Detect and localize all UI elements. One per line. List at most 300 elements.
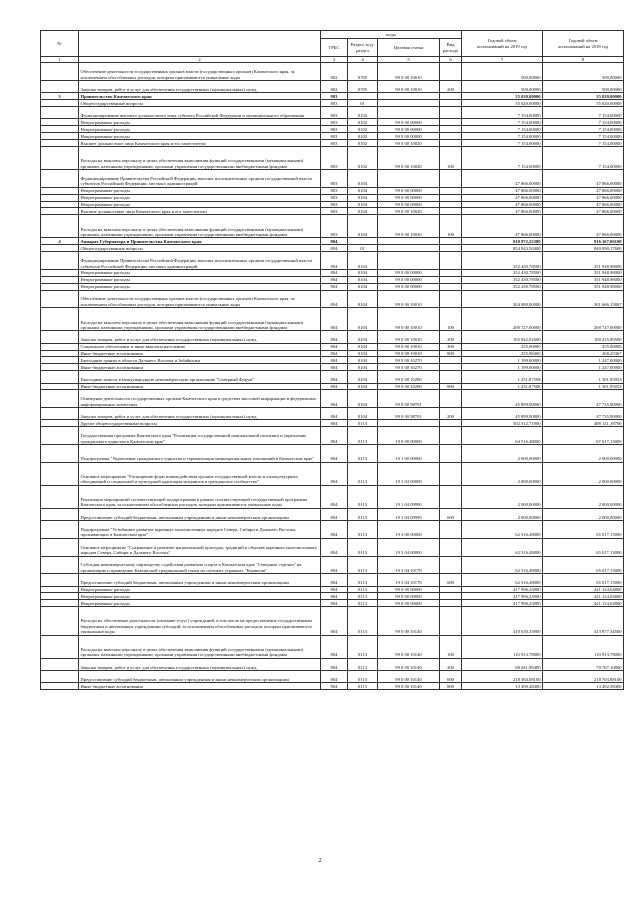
column-number: 3 [321,57,348,63]
row-vol-2018: 488 141,18700 [543,420,624,427]
table-row [41,427,624,445]
row-vid: 200 [440,658,462,670]
row-number [41,508,79,520]
table-row [41,81,624,93]
row-vol-2019: 255,98400 [462,350,543,357]
row-name: Основное мероприятие "Расширение форм взаимодействия органов государственной власти и этнокультурных объединений и социальной и культурной адаптации мигрантов в гражданское сообщество" [79,462,321,485]
row-vid [440,170,462,188]
table-row [41,683,624,690]
row-grbs: 804 [321,269,348,276]
row-number [41,586,79,593]
row-name: Другие общегосударственные вопросы [79,420,321,427]
row-grbs: 804 [321,283,348,290]
row-razdel: 0705 [348,63,378,81]
row-razdel: 0104 [348,252,378,270]
row-vol-2019: 110 913,78000 [462,635,543,658]
row-vid [440,238,462,245]
row-name: Обеспечение деятельности государственных органов власти (государственных органов) Камчатского края, за исключением обособленных расходов, которым присваиваются уникальные коды [79,290,321,308]
row-razdel: 0104 [348,308,378,331]
table-row [41,308,624,331]
row-grbs: 804 [321,586,348,593]
row-vol-2018: 65 017,13000 [543,556,624,574]
row-name: Иные бюджетные ассигнования [79,383,321,390]
row-grbs: 804 [321,485,348,508]
row-vol-2018: 47 866,00000 [543,201,624,208]
row-vid: 300 [440,343,462,350]
budget-table [40,30,624,690]
row-razdel: 0104 [348,215,378,238]
page-number: 2 [318,858,322,864]
table-row [41,357,624,364]
row-grbs: 803 [321,201,348,208]
table-row [41,556,624,574]
row-vol-2019: 68 041,99400 [462,658,543,670]
row-razdel: 0104 [348,290,378,308]
row-celevaya: 19 1 04 09990 [378,485,440,508]
row-celevaya: 99 0 00 10010 [378,331,440,343]
row-vol-2018: 7 154,00000 [543,107,624,119]
table-row [41,331,624,343]
row-name: Непрограммные расходы [79,276,321,283]
row-number [41,215,79,238]
row-vid [440,521,462,539]
row-vol-2018: 218 703,88100 [543,671,624,683]
row-vol-2018: 413 877,34500 [543,607,624,636]
column-number: 6 [440,57,462,63]
table-row [41,100,624,107]
row-vid [440,485,462,508]
row-name: Непрограммные расходы [79,201,321,208]
row-number [41,170,79,188]
row-vol-2019: 200 727,00000 [462,308,543,331]
row-name: Функционирование Правительства Российской Федерации, высших исполнительных органов государственной власти субъектов Российской Федерации, местных администраций [79,252,321,270]
row-vol-2019: 1 199,00000 [462,364,543,371]
row-celevaya: 99 0 00 00000 [378,276,440,283]
row-vol-2019: 47 866,00000 [462,215,543,238]
table-row [41,187,624,194]
row-vol-2018: 47 866,00000 [543,170,624,188]
row-vol-2019: 500,00000 [462,81,543,93]
row-vol-2018: 47 866,00000 [543,215,624,238]
row-grbs: 804 [321,521,348,539]
row-name: Государственная программа Камчатского края "Реализация государственной национальной политики и укрепление гражданского единства в Камчатском крае" [79,427,321,445]
row-number [41,100,79,107]
row-grbs: 804 [321,252,348,270]
row-vol-2019: 1 199,00000 [462,357,543,364]
row-vol-2019: 62 516,48000 [462,556,543,574]
row-razdel: 0113 [348,538,378,556]
row-name: Функционирование Правительства Российской Федерации, высших исполнительных органов государственной власти субъектов Российской Федерации, местных администраций [79,170,321,188]
row-grbs: 804 [321,364,348,371]
row-grbs: 804 [321,408,348,420]
row-vol-2019: 352 430,78500 [462,269,543,276]
row-celevaya: 99 0 00 00000 [378,133,440,140]
row-number [41,357,79,364]
row-celevaya: 99 0 00 10140 [378,683,440,690]
table-row [41,63,624,81]
row-name: Непрограммные расходы [79,269,321,276]
row-grbs: 803 [321,119,348,126]
row-razdel: 0113 [348,420,378,427]
row-grbs: 803 [321,194,348,201]
row-vol-2018: 65 017,13000 [543,521,624,539]
column-number: 1 [41,57,79,63]
row-vol-2019: 352 430,78500 [462,276,543,283]
header-codes: коды [321,31,462,39]
row-vol-2018: 7 154,00000 [543,147,624,170]
row-grbs: 803 [321,100,348,107]
row-grbs: 804 [321,420,348,427]
row-vol-2019: 7 154,00000 [462,133,543,140]
row-celevaya: 19 3 04 00000 [378,538,440,556]
row-vol-2018: 110 913,78000 [543,635,624,658]
row-grbs: 804 [321,245,348,252]
row-number [41,283,79,290]
row-number [41,331,79,343]
row-razdel: 0104 [348,283,378,290]
row-vid [440,427,462,445]
table-row [41,671,624,683]
row-razdel: 0102 [348,133,378,140]
row-name: Закупка товаров, работ и услуг для обеспечения государственных (муниципальных) нужд [79,408,321,420]
row-vid [440,133,462,140]
row-grbs: 804 [321,350,348,357]
row-vol-2018: 47 866,00000 [543,194,624,201]
row-number [41,462,79,485]
row-razdel [348,93,378,100]
row-grbs: 804 [321,238,348,245]
row-grbs: 804 [321,683,348,690]
row-grbs: 803 [321,170,348,188]
row-vid [440,252,462,270]
row-name: Непрограммные расходы [79,283,321,290]
row-grbs: 804 [321,593,348,600]
row-vol-2018: 1 247,00000 [543,364,624,371]
row-number [41,343,79,350]
row-vol-2019: 55 020,00000 [462,93,543,100]
row-name: Ежегодные гранты в области Дальнего Востока и Забайкалья [79,357,321,364]
table-row [41,607,624,636]
row-razdel: 0113 [348,683,378,690]
row-grbs: 803 [321,93,348,100]
row-name: Непрограммные расходы [79,119,321,126]
table-row [41,208,624,215]
row-vol-2019: 502 512,71900 [462,420,543,427]
row-vol-2018: 7 154,00000 [543,126,624,133]
row-vol-2019: 500,00000 [462,63,543,81]
column-number: 8 [543,57,624,63]
row-number [41,408,79,420]
row-vol-2018: 351 948,98000 [543,283,624,290]
row-name: Расходы на обеспечение деятельности (оказание услуг) учреждений, в том числе на предоставление государственным бюджетным и автономным учреждениям субсидий, за исключением обособленных расходов, которым присваиваются уникальные коды [79,607,321,636]
row-number [41,290,79,308]
row-grbs: 804 [321,635,348,658]
row-name: Предоставление субсидий бюджетным, автономным учреждениям и иным некоммерческим организациям [79,574,321,586]
row-vol-2019: 45 899,90000 [462,390,543,408]
row-vol-2019: 47 866,00000 [462,170,543,188]
row-razdel: 0113 [348,521,378,539]
header-name [79,31,321,57]
row-name: Реализация мероприятий соответствующей подпрограммы в рамках соответствующей государственной программы Камчатского края, за исключением обособленных расходов, которым присваиваются уникальные коды [79,485,321,508]
row-vol-2019: 417 996,23900 [462,600,543,607]
row-vol-2018: 2 000,00000 [543,462,624,485]
row-razdel: 01 [348,245,378,252]
row-name: Непрограммные расходы [79,586,321,593]
row-name: Субсидия некоммерческому партнерству содействия развитию спорта в Камчатском крае "Северные стрелки" на организацию и проведение Камчатской традиционной гонки на собачьих упряжках "Берингия" [79,556,321,574]
row-celevaya [378,107,440,119]
row-celevaya: 99 0 00 00000 [378,269,440,276]
row-number [41,420,79,427]
row-celevaya [378,238,440,245]
row-name: Высшие должностные лица Камчатского края и его заместители [79,208,321,215]
row-vol-2018: 916 167,06100 [543,238,624,245]
row-grbs: 803 [321,140,348,147]
row-vol-2019: 7 154,00000 [462,147,543,170]
row-razdel: 0104 [348,194,378,201]
row-vol-2019: 417 996,23900 [462,593,543,600]
row-vid [440,201,462,208]
row-vid [440,390,462,408]
row-vol-2018: 65 017,13000 [543,538,624,556]
row-vol-2018: 55 020,00000 [543,100,624,107]
row-number [41,147,79,170]
row-celevaya: 99 0 00 00000 [378,119,440,126]
row-number [41,107,79,119]
table-row [41,364,624,371]
table-row [41,140,624,147]
row-celevaya: 99 0 00 10280 [378,371,440,383]
row-vol-2019: 7 154,00000 [462,119,543,126]
row-name: Расходы на выплаты персоналу в целях обеспечения выполнения функций государственными (муниципальными) органами, казенными учреждениями, органами управления государственными внебюджетными фондами [79,308,321,331]
table-row [41,245,624,252]
row-vol-2018: 70 767,10800 [543,658,624,670]
row-razdel: 0104 [348,383,378,390]
table-row [41,462,624,485]
row-vid [440,283,462,290]
row-vid [440,371,462,383]
row-name: Иные бюджетные ассигнования [79,683,321,690]
row-vol-2018: 351 948,98000 [543,276,624,283]
row-grbs: 804 [321,538,348,556]
row-grbs: 803 [321,187,348,194]
table-row [41,93,624,100]
row-celevaya: 99 0 00 10020 [378,208,440,215]
row-vid [440,445,462,463]
row-vid [440,420,462,427]
row-vid [440,593,462,600]
table-row [41,343,624,350]
row-vol-2019: 2 000,00000 [462,462,543,485]
row-vol-2018: 500,00000 [543,81,624,93]
row-razdel: 0102 [348,119,378,126]
row-grbs: 804 [321,357,348,364]
row-razdel: 0104 [348,350,378,357]
row-vol-2018: 351 948,98000 [543,252,624,270]
row-celevaya: 19 0 00 00000 [378,427,440,445]
row-vid [440,208,462,215]
table-row [41,420,624,427]
table-row [41,119,624,126]
table-row [41,521,624,539]
row-vid [440,100,462,107]
column-number: 5 [378,57,440,63]
row-razdel: 0104 [348,371,378,383]
row-razdel: 0113 [348,658,378,670]
row-name: Освещение деятельности государственных органов Камчатского края в средствах массовой информации и федеральных информационных агентствах [79,390,321,408]
row-vid: 600 [440,508,462,520]
row-vol-2018: 200 727,00000 [543,308,624,331]
row-celevaya: 99 0 00 10010 [378,308,440,331]
row-razdel: 0104 [348,269,378,276]
row-vol-2018: 47 735,90000 [543,390,624,408]
row-number [41,63,79,81]
row-celevaya: 99 0 00 10140 [378,635,440,658]
row-celevaya: 99 0 00 10140 [378,607,440,636]
row-vid [440,126,462,133]
row-name: Общегосударственные вопросы [79,245,321,252]
row-vid [440,538,462,556]
row-razdel: 01 [348,100,378,107]
table-row [41,147,624,170]
row-grbs: 804 [321,290,348,308]
row-vid [440,364,462,371]
row-razdel [348,238,378,245]
row-vol-2019: 102 842,01600 [462,331,543,343]
row-number [41,607,79,636]
row-vol-2019: 62 516,48000 [462,538,543,556]
table-row [41,252,624,270]
row-vol-2018: 421 124,04800 [543,586,624,593]
row-name: Общегосударственные вопросы [79,100,321,107]
row-vid [440,290,462,308]
row-vol-2019: 910 972,22380 [462,238,543,245]
table-row [41,574,624,586]
row-vid: 100 [440,147,462,170]
row-vol-2019: 2 000,00000 [462,485,543,508]
row-vol-2019: 62 516,48000 [462,574,543,586]
row-number [41,574,79,586]
row-razdel: 0104 [348,187,378,194]
row-razdel: 0113 [348,556,378,574]
row-number [41,427,79,445]
row-grbs: 804 [321,607,348,636]
row-number [41,390,79,408]
header-vid: Вид расхода [440,39,462,57]
row-name: Подпрограмма "Устойчивое развитие коренных малочисленных народов Севера, Сибири и Дальнего Востока, проживающих в Камчатском крае" [79,521,321,539]
row-celevaya: 99 0 00 10020 [378,140,440,147]
row-vol-2018: 421 124,04800 [543,593,624,600]
row-vol-2018: 301 666,15867 [543,290,624,308]
row-number [41,371,79,383]
row-vol-2018: 2 000,00000 [543,508,624,520]
row-vol-2019: 13 490,48400 [462,683,543,690]
row-celevaya: 99 0 00 10270 [378,364,440,371]
table-row [41,538,624,556]
row-name: Непрограммные расходы [79,133,321,140]
row-vid [440,462,462,485]
row-number [41,194,79,201]
row-celevaya [378,100,440,107]
row-celevaya: 99 0 00 10270 [378,357,440,364]
row-razdel: 0113 [348,445,378,463]
row-vol-2019: 7 154,00000 [462,107,543,119]
row-celevaya [378,170,440,188]
row-vol-2018: 67 017,13000 [543,427,624,445]
row-number: 4 [41,238,79,245]
row-razdel: 0113 [348,607,378,636]
row-grbs: 803 [321,147,348,170]
row-vol-2019: 47 866,00000 [462,194,543,201]
table-row [41,269,624,276]
row-vid: 100 [440,215,462,238]
row-name: Обеспечение деятельности государственных органов власти (государственных органов) Камчатского края, за исключением обособленных расходов, которым присваиваются уникальные коды [79,63,321,81]
row-vol-2018: 13 492,58400 [543,683,624,690]
row-vol-2019: 854 943,50400 [462,245,543,252]
table-row [41,276,624,283]
row-vol-2019: 352 430,78500 [462,252,543,270]
row-grbs: 803 [321,107,348,119]
row-vol-2019: 47 866,00000 [462,208,543,215]
row-number [41,364,79,371]
row-razdel: 0104 [348,357,378,364]
header-celevaya: Целевая статья [378,39,440,57]
row-number [41,383,79,390]
row-name: Аппарат Губернатора и Правительства Камчатского края [79,238,321,245]
row-vol-2019: 218 384,08100 [462,671,543,683]
row-number [41,671,79,683]
row-name: Непрограммные расходы [79,593,321,600]
header-vol-2018: Годовой объем ассигнований на 2018 год [543,31,624,57]
row-vid: 200 [440,331,462,343]
row-number [41,208,79,215]
row-razdel: 0113 [348,635,378,658]
table-row [41,600,624,607]
row-grbs: 803 [321,126,348,133]
row-number [41,140,79,147]
row-number [41,683,79,690]
row-celevaya: 99 0 00 10010 [378,81,440,93]
row-celevaya [378,420,440,427]
row-vol-2019: 352 430,78500 [462,283,543,290]
row-vol-2018: 47 866,00000 [543,208,624,215]
row-number [41,445,79,463]
row-razdel: 0104 [348,208,378,215]
row-name: Непрограммные расходы [79,600,321,607]
row-vol-2019: 1 251,87508 [462,371,543,383]
row-celevaya: 99 0 00 00000 [378,201,440,208]
table-row [41,383,624,390]
row-celevaya: 19 1 04 00000 [378,462,440,485]
row-grbs: 804 [321,574,348,586]
row-number [41,187,79,194]
row-vid [440,357,462,364]
header-no: № [41,31,79,57]
row-grbs: 804 [321,308,348,331]
row-vol-2018: 1 301,95053 [543,371,624,383]
row-vid: 600 [440,671,462,683]
row-name: Основное мероприятие "Сохранение и развитие национальной культуры, традиций и обычаев коренных малочисленных народов Севера, Сибири и Дальнего Востока" [79,538,321,556]
row-celevaya: 99 0 00 10020 [378,147,440,170]
row-vid [440,194,462,201]
header-vol-2019: Годовой объем ассигнований на 2019 год [462,31,543,57]
row-vid [440,556,462,574]
column-number: 2 [79,57,321,63]
row-grbs: 804 [321,508,348,520]
table-row [41,215,624,238]
row-razdel: 0104 [348,343,378,350]
table-row [41,586,624,593]
table-row [41,107,624,119]
